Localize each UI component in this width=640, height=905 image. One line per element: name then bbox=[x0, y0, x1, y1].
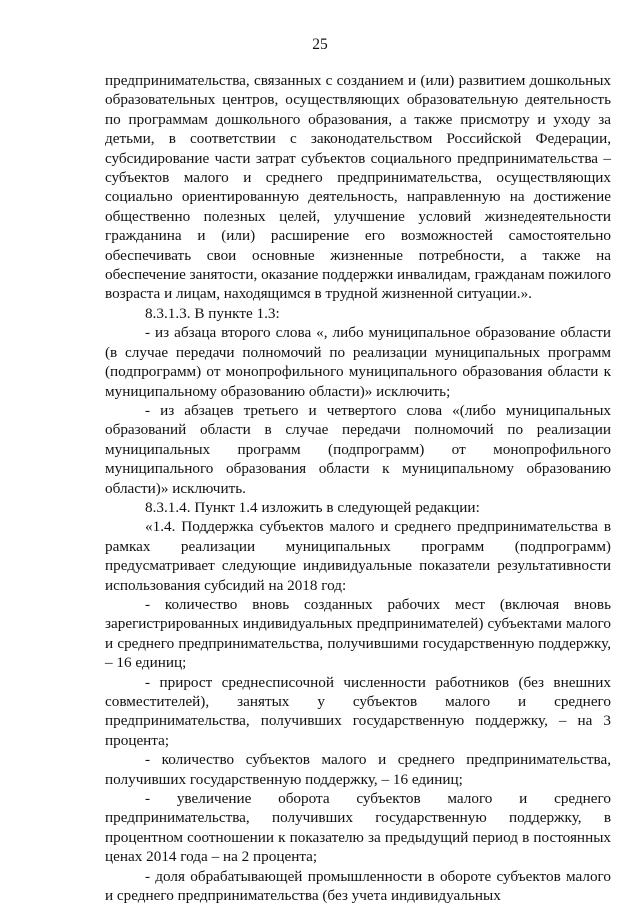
paragraph-1-4: «1.4. Поддержка субъектов малого и среднего предпринимательства в рамках реализации муниципальных программ (подпрограмм) предусматривает следующие индивидуальные показатели результативности использования субсидий на 2018 год: bbox=[105, 518, 611, 594]
indicator-supported-count: - количество субъектов малого и среднего предпринимательства, получивших государственную поддержку, – 16 единиц; bbox=[105, 751, 611, 788]
indicator-new-jobs: - количество вновь созданных рабочих мест (включая вновь зарегистрированных индивидуальных предпринимателей) субъектами малого и среднего предпринимательства, получившими государственную поддержку, – 16 единиц; bbox=[105, 595, 611, 672]
page-number: 25 bbox=[312, 36, 328, 53]
document-body bbox=[105, 71, 611, 905]
paragraph-continuation: предпринимательства, связанных с созданием и (или) развитием дошкольных образовательных центров, осуществляющих образовательную деятельность по программам дошкольного образования, а также присмотру и уходу за детьми, в соответствии с законодательством Российской Федерации, субсидирование части затрат субъектов социального предпринимательства – субъектов малого и среднего предпринимательства, осуществляющих социально ориентированную деятельность, направленную на достижение общественно полезных целей, улучшение условий жизнедеятельности гражданина и (или) расширение его возможностей самостоятельно обеспечивать свои основные жизненные потребности, а также на обеспечение занятости, оказание поддержки инвалидам, гражданам пожилого возраста и лицам, находящимся в трудной жизненной ситуации.». bbox=[105, 72, 611, 303]
paragraph-item-2: - из абзацев третьего и четвертого слова «(либо муниципальных образований области в случае передачи полномочий по реализации муниципальных программ (подпрограмм) от монопрофильного муниципального образования области к муниципальному образованию области)» исключить. bbox=[105, 401, 611, 497]
paragraph-item-1: - из абзаца второго слова «, либо муниципальное образование области (в случае передачи полномочий по реализации муниципальных программ (подпрограмм) от монопрофильного муниципального образования области к муниципальному образованию области)» исключить; bbox=[105, 324, 611, 400]
paragraph-8-3-1-4: 8.3.1.4. Пункт 1.4 изложить в следующей редакции: bbox=[145, 498, 480, 516]
paragraph-8-3-1-3: 8.3.1.3. В пункте 1.3: bbox=[145, 304, 280, 322]
indicator-manufacturing-share: - доля обрабатывающей промышленности в обороте субъектов малого и среднего предпринимательства (без учета индивидуальных bbox=[105, 867, 611, 905]
indicator-headcount-growth: - прирост среднесписочной численности работников (без внешних совместителей), занятых у субъектов малого и среднего предпринимательства, получивших государственную поддержку, – на 3 процента; bbox=[105, 673, 611, 749]
indicator-turnover-growth: - увеличение оборота субъектов малого и среднего предпринимательства, получивших государственную поддержку, в процентном соотношении к показателю за предыдущий период в постоянных ценах 2014 года – на 2 процента; bbox=[105, 790, 611, 866]
